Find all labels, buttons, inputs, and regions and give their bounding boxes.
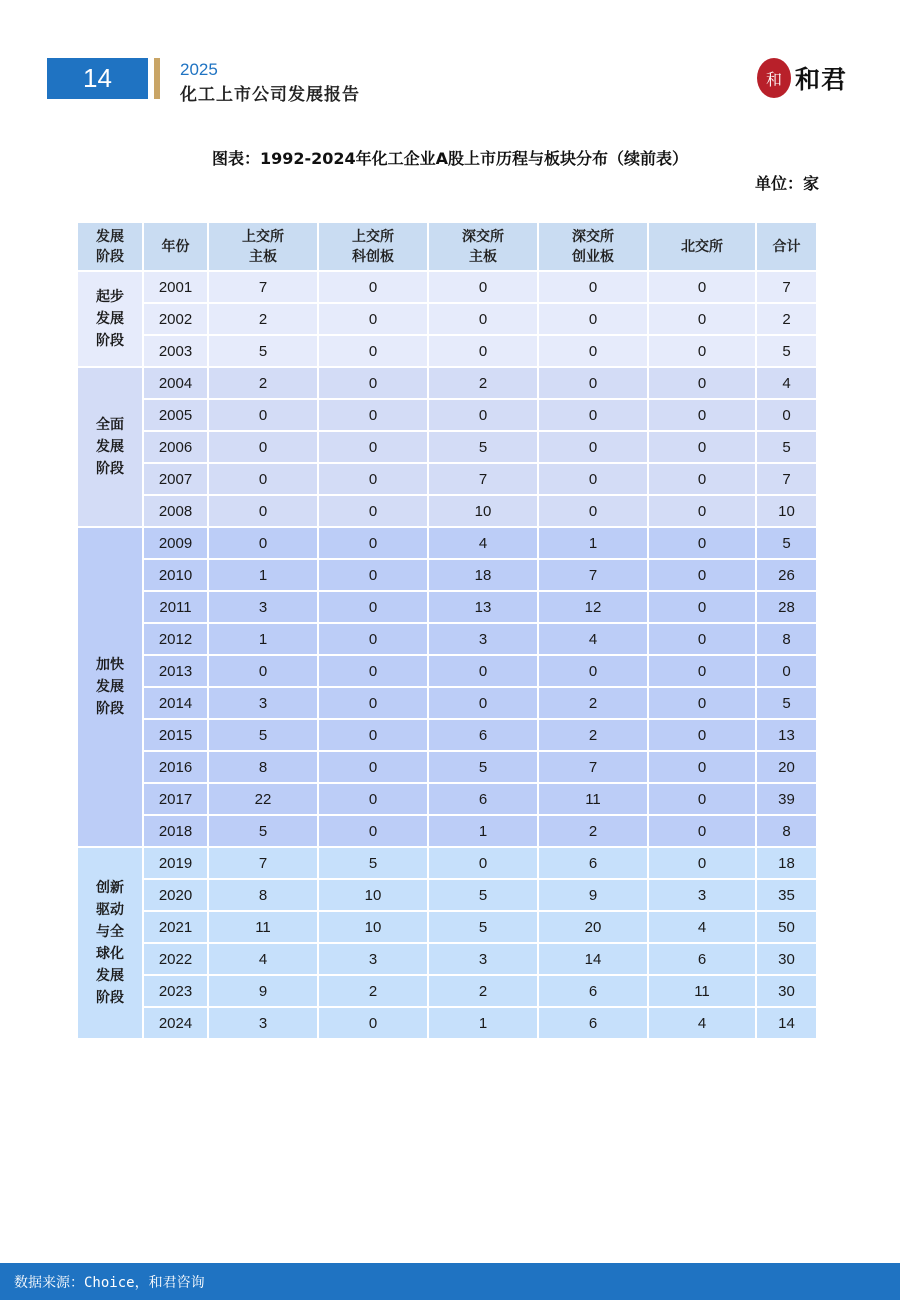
value-cell: 0	[319, 464, 427, 494]
value-cell: 14	[757, 1008, 816, 1038]
column-header: 深交所 创业板	[539, 223, 647, 270]
year-cell: 2001	[144, 272, 207, 302]
value-cell: 12	[539, 592, 647, 622]
table-row	[78, 688, 816, 718]
header-accent-bar	[154, 58, 160, 99]
value-cell: 2	[209, 304, 317, 334]
value-cell: 0	[649, 848, 755, 878]
value-cell: 6	[429, 720, 537, 750]
value-cell: 0	[649, 432, 755, 462]
value-cell: 0	[209, 528, 317, 558]
unit-label: 单位：家	[754, 174, 819, 193]
stage-label-cell: 创新 驱动 与全 球化 发展 阶段	[78, 848, 142, 1038]
value-cell: 0	[429, 848, 537, 878]
year-cell: 2012	[144, 624, 207, 654]
value-cell: 1	[539, 528, 647, 558]
year-cell: 2015	[144, 720, 207, 750]
value-cell: 0	[319, 720, 427, 750]
value-cell: 0	[319, 432, 427, 462]
value-cell: 5	[757, 688, 816, 718]
table-row	[78, 752, 816, 782]
year-cell: 2020	[144, 880, 207, 910]
value-cell: 26	[757, 560, 816, 590]
value-cell: 0	[539, 336, 647, 366]
table-row	[78, 528, 816, 558]
value-cell: 4	[649, 1008, 755, 1038]
value-cell: 50	[757, 912, 816, 942]
table-row	[78, 592, 816, 622]
value-cell: 30	[757, 944, 816, 974]
value-cell: 0	[209, 432, 317, 462]
column-header: 北交所	[649, 223, 755, 270]
stage-label-cell: 加快 发展 阶段	[78, 528, 142, 846]
value-cell: 7	[209, 272, 317, 302]
value-cell: 8	[757, 816, 816, 846]
table-row	[78, 432, 816, 462]
value-cell: 0	[539, 432, 647, 462]
value-cell: 5	[757, 432, 816, 462]
value-cell: 8	[209, 752, 317, 782]
table-title: 图表：1992-2024年化工企业A股上市历程与板块分布（续前表）	[211, 149, 689, 168]
value-cell: 1	[429, 1008, 537, 1038]
table-row	[78, 912, 816, 942]
value-cell: 0	[319, 336, 427, 366]
value-cell: 22	[209, 784, 317, 814]
value-cell: 0	[757, 656, 816, 686]
year-cell: 2002	[144, 304, 207, 334]
value-cell: 0	[649, 816, 755, 846]
value-cell: 0	[539, 368, 647, 398]
value-cell: 0	[429, 272, 537, 302]
column-header: 上交所 科创板	[319, 223, 427, 270]
value-cell: 4	[649, 912, 755, 942]
value-cell: 9	[539, 880, 647, 910]
value-cell: 10	[319, 912, 427, 942]
year-cell: 2023	[144, 976, 207, 1006]
year-cell: 2021	[144, 912, 207, 942]
table-row	[78, 976, 816, 1006]
value-cell: 0	[539, 464, 647, 494]
value-cell: 0	[649, 400, 755, 430]
table-header-row	[78, 223, 816, 270]
value-cell: 0	[649, 336, 755, 366]
table-row	[78, 784, 816, 814]
value-cell: 1	[209, 560, 317, 590]
value-cell: 6	[429, 784, 537, 814]
column-header: 发展 阶段	[78, 223, 142, 270]
stage-label-cell: 起步 发展 阶段	[78, 272, 142, 366]
value-cell: 5	[429, 880, 537, 910]
value-cell: 2	[429, 976, 537, 1006]
column-header: 上交所 主板	[209, 223, 317, 270]
logo-text: 和君	[795, 65, 848, 94]
value-cell: 5	[209, 720, 317, 750]
table-row	[78, 624, 816, 654]
value-cell: 0	[319, 752, 427, 782]
value-cell: 0	[649, 464, 755, 494]
year-cell: 2014	[144, 688, 207, 718]
value-cell: 7	[757, 272, 816, 302]
value-cell: 4	[209, 944, 317, 974]
value-cell: 2	[539, 816, 647, 846]
value-cell: 10	[757, 496, 816, 526]
year-cell: 2009	[144, 528, 207, 558]
value-cell: 3	[209, 592, 317, 622]
year-cell: 2017	[144, 784, 207, 814]
table-row	[78, 656, 816, 686]
value-cell: 0	[649, 752, 755, 782]
value-cell: 0	[319, 688, 427, 718]
logo-seal-icon: 和	[757, 58, 791, 98]
year-cell: 2005	[144, 400, 207, 430]
value-cell: 18	[757, 848, 816, 878]
value-cell: 0	[649, 368, 755, 398]
value-cell: 5	[429, 912, 537, 942]
year-cell: 2018	[144, 816, 207, 846]
table-row	[78, 336, 816, 366]
value-cell: 6	[649, 944, 755, 974]
value-cell: 2	[539, 688, 647, 718]
value-cell: 0	[539, 496, 647, 526]
value-cell: 0	[319, 624, 427, 654]
value-cell: 0	[319, 272, 427, 302]
year-cell: 2011	[144, 592, 207, 622]
value-cell: 0	[539, 272, 647, 302]
value-cell: 6	[539, 976, 647, 1006]
value-cell: 5	[429, 752, 537, 782]
listing-distribution-table	[76, 221, 818, 1040]
table-row	[78, 560, 816, 590]
page-number: 14	[47, 58, 148, 99]
value-cell: 2	[209, 368, 317, 398]
value-cell: 4	[539, 624, 647, 654]
value-cell: 35	[757, 880, 816, 910]
table-row	[78, 304, 816, 334]
stage-label-cell: 全面 发展 阶段	[78, 368, 142, 526]
value-cell: 0	[319, 784, 427, 814]
value-cell: 0	[209, 656, 317, 686]
table-row	[78, 880, 816, 910]
value-cell: 0	[319, 304, 427, 334]
report-year: 2025	[180, 60, 218, 79]
year-cell: 2004	[144, 368, 207, 398]
value-cell: 6	[539, 848, 647, 878]
table-row	[78, 400, 816, 430]
value-cell: 3	[319, 944, 427, 974]
value-cell: 0	[319, 656, 427, 686]
value-cell: 3	[429, 624, 537, 654]
value-cell: 0	[209, 464, 317, 494]
value-cell: 0	[319, 592, 427, 622]
value-cell: 0	[649, 272, 755, 302]
value-cell: 20	[539, 912, 647, 942]
value-cell: 18	[429, 560, 537, 590]
value-cell: 7	[539, 560, 647, 590]
year-cell: 2016	[144, 752, 207, 782]
value-cell: 7	[429, 464, 537, 494]
value-cell: 0	[539, 400, 647, 430]
table-row	[78, 496, 816, 526]
value-cell: 0	[319, 400, 427, 430]
value-cell: 28	[757, 592, 816, 622]
value-cell: 0	[209, 496, 317, 526]
column-header: 年份	[144, 223, 207, 270]
value-cell: 2	[757, 304, 816, 334]
data-source-footer: 数据来源：Choice，和君咨询	[0, 1263, 900, 1300]
table-row	[78, 816, 816, 846]
value-cell: 0	[429, 400, 537, 430]
value-cell: 6	[539, 1008, 647, 1038]
year-cell: 2013	[144, 656, 207, 686]
value-cell: 11	[539, 784, 647, 814]
column-header: 深交所 主板	[429, 223, 537, 270]
value-cell: 5	[429, 432, 537, 462]
table-row	[78, 464, 816, 494]
company-logo	[757, 56, 867, 100]
value-cell: 0	[319, 528, 427, 558]
value-cell: 10	[429, 496, 537, 526]
value-cell: 0	[319, 816, 427, 846]
value-cell: 0	[319, 1008, 427, 1038]
table-row	[78, 272, 816, 302]
value-cell: 0	[429, 688, 537, 718]
value-cell: 3	[649, 880, 755, 910]
value-cell: 7	[757, 464, 816, 494]
value-cell: 9	[209, 976, 317, 1006]
value-cell: 1	[209, 624, 317, 654]
column-header: 合计	[757, 223, 816, 270]
table-row	[78, 848, 816, 878]
year-cell: 2008	[144, 496, 207, 526]
year-cell: 2024	[144, 1008, 207, 1038]
value-cell: 11	[209, 912, 317, 942]
value-cell: 0	[539, 304, 647, 334]
value-cell: 0	[649, 592, 755, 622]
value-cell: 0	[429, 656, 537, 686]
value-cell: 3	[429, 944, 537, 974]
value-cell: 30	[757, 976, 816, 1006]
value-cell: 0	[319, 560, 427, 590]
value-cell: 14	[539, 944, 647, 974]
year-cell: 2003	[144, 336, 207, 366]
value-cell: 8	[209, 880, 317, 910]
table-row	[78, 944, 816, 974]
value-cell: 13	[429, 592, 537, 622]
year-cell: 2019	[144, 848, 207, 878]
value-cell: 20	[757, 752, 816, 782]
report-name: 化工上市公司发展报告	[180, 85, 360, 105]
value-cell: 11	[649, 976, 755, 1006]
value-cell: 0	[649, 528, 755, 558]
value-cell: 0	[649, 624, 755, 654]
table-row	[78, 1008, 816, 1038]
value-cell: 3	[209, 1008, 317, 1038]
value-cell: 5	[319, 848, 427, 878]
value-cell: 0	[649, 304, 755, 334]
value-cell: 0	[209, 400, 317, 430]
year-cell: 2007	[144, 464, 207, 494]
value-cell: 0	[649, 560, 755, 590]
value-cell: 0	[429, 304, 537, 334]
value-cell: 13	[757, 720, 816, 750]
table-row	[78, 720, 816, 750]
value-cell: 4	[429, 528, 537, 558]
year-cell: 2022	[144, 944, 207, 974]
value-cell: 5	[209, 336, 317, 366]
value-cell: 5	[757, 336, 816, 366]
value-cell: 0	[649, 784, 755, 814]
value-cell: 4	[757, 368, 816, 398]
value-cell: 8	[757, 624, 816, 654]
value-cell: 0	[319, 496, 427, 526]
table-row	[78, 368, 816, 398]
value-cell: 2	[429, 368, 537, 398]
value-cell: 10	[319, 880, 427, 910]
value-cell: 0	[649, 720, 755, 750]
value-cell: 1	[429, 816, 537, 846]
value-cell: 0	[319, 368, 427, 398]
value-cell: 39	[757, 784, 816, 814]
value-cell: 0	[757, 400, 816, 430]
value-cell: 2	[539, 720, 647, 750]
year-cell: 2010	[144, 560, 207, 590]
value-cell: 5	[757, 528, 816, 558]
value-cell: 0	[649, 496, 755, 526]
value-cell: 7	[539, 752, 647, 782]
value-cell: 3	[209, 688, 317, 718]
value-cell: 5	[209, 816, 317, 846]
value-cell: 0	[649, 688, 755, 718]
value-cell: 2	[319, 976, 427, 1006]
value-cell: 0	[649, 656, 755, 686]
value-cell: 7	[209, 848, 317, 878]
value-cell: 0	[539, 656, 647, 686]
year-cell: 2006	[144, 432, 207, 462]
value-cell: 0	[429, 336, 537, 366]
